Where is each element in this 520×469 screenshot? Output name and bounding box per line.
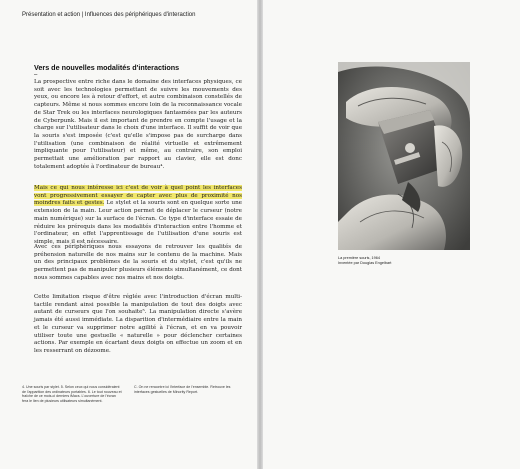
mouse-photo — [338, 62, 470, 250]
footnote-right: C. On ne rencontre ici l'interface de l'ensemble. Retrouve les interfaces gestuelles de Minority Report. — [134, 385, 231, 394]
figure-caption — [338, 256, 458, 266]
paragraph-2-rest: Le stylet et la souris sont en quelque sorte une extension de la main. Leur action permet de déplacer le curseur (notre main numérique) sur la surface de l'écran. Ce type d'interface essaie de réduire les prérequis dans les modalités d'interaction entre l'homme et l'ordinateur, en effet l'apprentissage de l'utilisation d'une souris est simple, mais il est nécessaire. — [34, 200, 242, 245]
footnote-left: 4. Une souris par stylet. 5. Selon ceux qui nous considéraient de l'apparition des ordinateurs portables. 6. Le tout nouveau et fraîche de ce mois-ci derniers iMacs. L'ouverture de l'écran fera le lien de plusieurs utilisateurs simultanément. — [22, 385, 122, 403]
caption-credit: Inventée par Douglas Engelbart — [338, 261, 392, 265]
paragraph-1: La prospective entre riche dans le domaine des interfaces physiques, ce soit avec les technologies permettant de suivre les mouvements des yeux, ou encore les à retour d'effort, et autre combinaison constellés de capteurs. Même si nous sommes encore loin de la reconnaissance vocale de Star Trek ou les interfaces neurologiques fantasmées par les auteurs de Cyberpunk. Mais il est important de prendre en compte l'usage et la charge sur l'utilisateur dans le choix d'une interface. Il suffit de voir que la souris s'est imposée (c'est qu'elle s'impose pas de surcharge dans l'utilisation (une combinaison de réalité virtuelle et extrêmement impliquante pour l'utilisateur) et même, au contraire, son emploi permettait une amélioration par rapport au clavier, elle est donc totalement adoptée à l'ordinateur de bureau⁴. — [34, 79, 242, 170]
paragraph-4: Cette limitation risque d'être réglée avec l'introduction d'écran multi-tactile rendant ainsi possible la manipulation de tout des doigts avec autant de curseurs que l'on souhaite⁵. La manipulation directe s'avère jamais été aussi immédiate. La disparition d'intermédiaire entre la main et le curseur va supprimer notre agilité à l'écran, et en va pouvoir utiliser toute une gestuelle « naturelle » pour déclencher certaines actions. Par exemple en écartant deux doigts on effectue un zoom et en les resserrant on dézoome. — [34, 294, 242, 354]
paragraph-3: Avec ces périphériques nous essayons de retrouver les qualités de préhension naturelle de nos mains sur le contenu de la machine. Mais un des principaux problèmes de la souris et du stylet, c'est qu'ils ne permettent pas de manipuler plusieurs éléments simultanément, ce dont nous sommes capables avec nos mains et nos doigts. — [34, 244, 242, 281]
title-dash: – — [34, 72, 38, 78]
section-title: Vers de nouvelles modalités d'interactions — [34, 63, 180, 72]
running-head: Présentation et action | Influences des périphériques d'interaction — [22, 12, 196, 18]
highlighted-text: Mais ce qui nous intéresse ici c'est de voir à quel point les interfaces vont progressivement essayer de capter avec plus de proximité nos moindres faits et gestes. — [34, 185, 242, 207]
paragraph-2 — [34, 185, 242, 247]
caption-title: La première souris, 1964 — [338, 256, 380, 260]
hand-holding-mouse-illustration — [338, 62, 470, 250]
left-page — [0, 0, 257, 469]
